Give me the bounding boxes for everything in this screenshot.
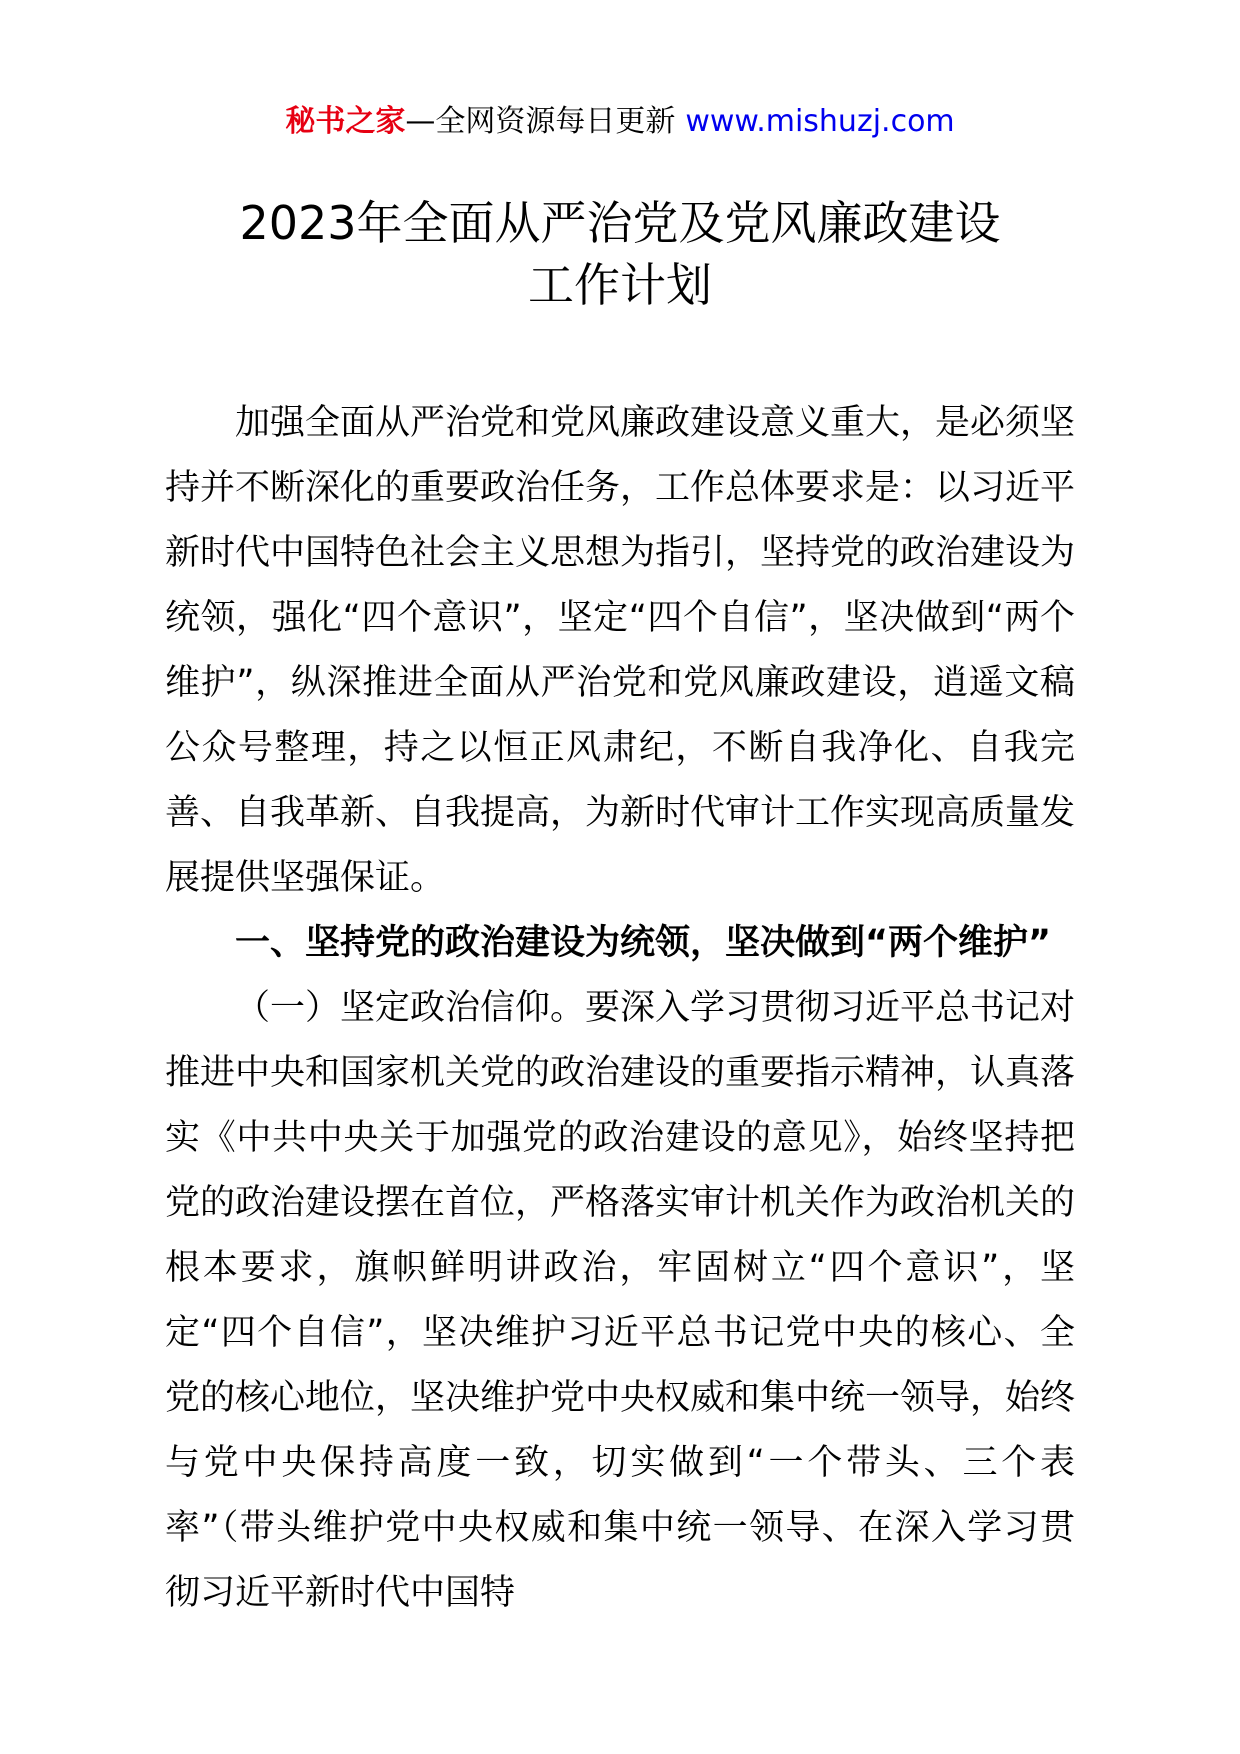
section-1-item-1: （一）坚定政治信仰。要深入学习贯彻习近平总书记对推进中央和国家机关党的政治建设的重要指示精神，认真落实《中共中央关于加强党的政治建设的意见》，始终坚持把党的政治建设摆在首位，严格落实审计机关作为政治机关的根本要求，旗帜鲜明讲政治，牢固树立“四个意识”，坚定“四个自信”，坚决维护习近平总书记党中央的核心、全党的核心地位，坚决维护党中央权威和集中统一领导，始终与党中央保持高度一致，切实做到“一个带头、三个表率”（带头维护党中央权威和集中统一领导、在深入学习贯彻习近平新时代中国特 xyxy=(165,988,1076,1613)
document-body xyxy=(165,391,1075,1626)
site-header xyxy=(0,102,1240,142)
section-heading-1: 一、坚持党的政治建设为统领，坚决做到“两个维护” xyxy=(235,923,1052,963)
intro-paragraph: 加强全面从严治党和党风廉政建设意义重大，是必须坚持并不断深化的重要政治任务，工作总体要求是：以习近平新时代中国特色社会主义思想为指引，坚持党的政治建设为统领，强化“四个意识”，坚定“四个自信”，坚决做到“两个维护”，纵深推进全面从严治党和党风廉政建设，逍遥文稿公众号整理，持之以恒正风肃纪，不断自我净化、自我完善、自我革新、自我提高，为新时代审计工作实现高质量发展提供坚强保证。 xyxy=(165,403,1076,898)
title-line-1: 2023年全面从严治党及党风廉政建设 xyxy=(239,196,1001,250)
document-title xyxy=(0,192,1240,316)
site-tagline: —全网资源每日更新 xyxy=(405,104,676,139)
title-line-2: 工作计划 xyxy=(528,258,712,312)
site-brand: 秘书之家 xyxy=(285,104,406,139)
site-url-link[interactable]: www.mishuzj.com xyxy=(685,104,955,139)
